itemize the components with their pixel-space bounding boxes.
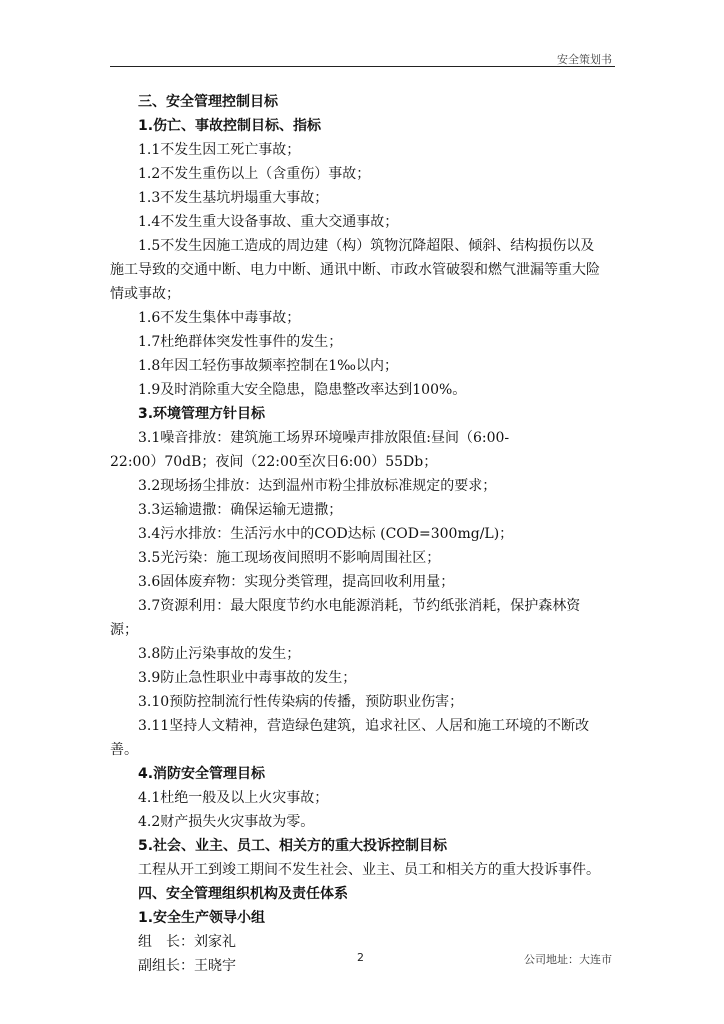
body-line: 1.4不发生重大设备事故、重大交通事故； xyxy=(138,214,399,230)
body-line: 1.6不发生集体中毒事故； xyxy=(138,310,301,326)
subsection-heading: 5.社会、业主、员工、相关方的重大投诉控制目标 xyxy=(138,838,448,854)
body-line: 3.11坚持人文精神，营造绿色建筑，追求社区、人居和施工环境的不断改 xyxy=(138,718,590,734)
body-line: 3.10预防控制流行性传染病的传播，预防职业伤害； xyxy=(138,694,464,710)
body-line: 22:00）70dB；夜间（22:00至次日6:00）55Db； xyxy=(110,454,438,470)
body-line: 1.9及时消除重大安全隐患，隐患整改率达到100%。 xyxy=(138,382,467,398)
body-line: 1.2不发生重伤以上（含重伤）事故； xyxy=(138,166,371,182)
body-line: 1.5不发生因施工造成的周边建（构）筑物沉降超限、倾斜、结构损伤以及 xyxy=(138,238,595,254)
body-line: 4.1杜绝一般及以上火灾事故； xyxy=(138,790,329,806)
body-line: 3.9防止急性职业中毒事故的发生； xyxy=(138,670,357,686)
body-line: 3.4污水排放：生活污水中的COD达标 (COD=300mg/L)； xyxy=(138,526,514,542)
body-line: 工程从开工到竣工期间不发生社会、业主、员工和相关方的重大投诉事件。 xyxy=(138,862,600,878)
body-line: 3.8防止污染事故的发生； xyxy=(138,646,301,662)
body-line: 4.2财产损失火灾事故为零。 xyxy=(138,814,315,830)
body-line: 副组长：王晓宇 xyxy=(138,958,236,974)
subsection-heading: 3.环境管理方针目标 xyxy=(138,406,266,422)
body-line: 3.6固体废弃物：实现分类管理，提高回收利用量； xyxy=(138,574,455,590)
body-line: 组 长：刘家礼 xyxy=(138,934,236,950)
footer-address: 公司地址：大连市 xyxy=(524,953,612,966)
section-heading: 三、安全管理控制目标 xyxy=(138,94,278,110)
body-line: 1.8年因工轻伤事故频率控制在1‰以内； xyxy=(138,358,398,374)
body-line: 3.5光污染：施工现场夜间照明不影响周围社区； xyxy=(138,550,441,566)
header-title: 安全策划书 xyxy=(557,53,612,66)
page-number: 2 xyxy=(357,951,364,964)
body-line: 3.7资源利用：最大限度节约水电能源消耗，节约纸张消耗，保护森林资 xyxy=(138,598,581,614)
document-body xyxy=(110,90,618,978)
body-line: 3.1噪音排放：建筑施工场界环境噪声排放限值:昼间（6:00- xyxy=(138,430,510,446)
body-line: 情或事故； xyxy=(110,286,180,302)
body-line: 1.1不发生因工死亡事故； xyxy=(138,142,301,158)
section-heading: 四、安全管理组织机构及责任体系 xyxy=(138,886,348,902)
body-line: 3.2现场扬尘排放：达到温州市粉尘排放标准规定的要求； xyxy=(138,478,497,494)
body-line: 1.7杜绝群体突发性事件的发生； xyxy=(138,334,343,350)
header-divider xyxy=(110,66,615,67)
subsection-heading: 4.消防安全管理目标 xyxy=(138,766,266,782)
body-line: 1.3不发生基坑坍塌重大事故； xyxy=(138,190,329,206)
subsection-heading: 1.安全生产领导小组 xyxy=(138,910,266,926)
body-line: 3.3运输遗撒：确保运输无遗撒； xyxy=(138,502,343,518)
body-line: 施工导致的交通中断、电力中断、通讯中断、市政水管破裂和燃气泄漏等重大险 xyxy=(110,262,600,278)
body-line: 源； xyxy=(110,622,138,638)
body-line: 善。 xyxy=(110,742,138,758)
subsection-heading: 1.伤亡、事故控制目标、指标 xyxy=(138,118,322,134)
